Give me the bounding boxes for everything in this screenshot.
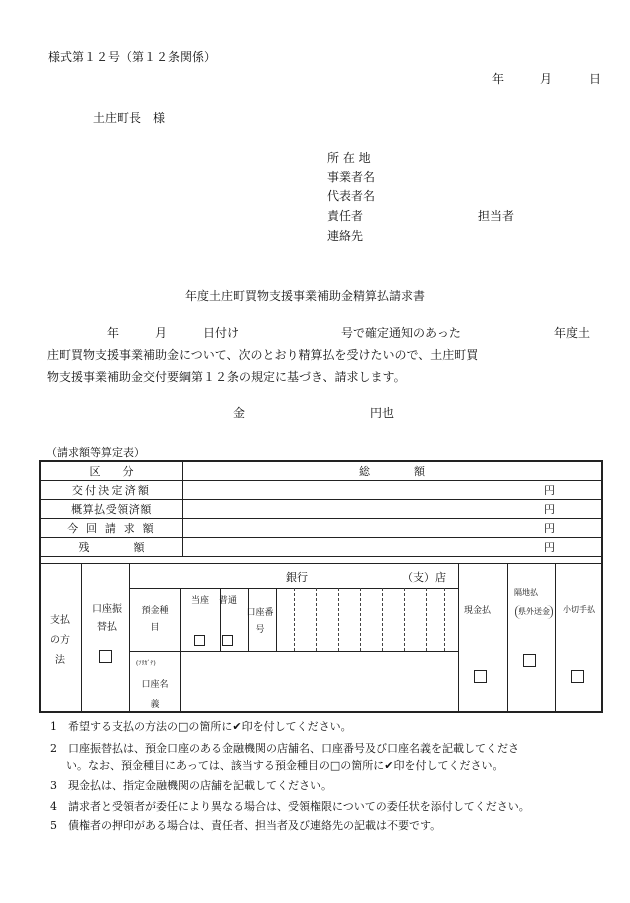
date-month-label: 月 [540, 72, 553, 86]
ordinary-account-checkbox[interactable] [222, 635, 233, 646]
account-number-label: 口座番号 [246, 608, 274, 635]
note-2: 2 口座振替払は、預金口座のある金融機関の店舗名、口座番号及び口座名義を記載してくださ [50, 742, 519, 755]
current-account-checkbox[interactable] [194, 635, 205, 646]
note-3: 3 現金払は、指定金融機関の店舗を記載してください。 [50, 779, 332, 792]
deposit-type-label: 預金種目 [141, 606, 169, 633]
body-fiscal-year: 年度土 [554, 326, 591, 340]
calc-table [40, 461, 602, 557]
account-name-label: 口座名義 [141, 680, 169, 710]
document-title: 年度土庄町買物支援事業補助金精算払請求書 [185, 289, 426, 303]
calc-table-header-row [41, 462, 602, 481]
current-account-label: 当座 [190, 596, 209, 606]
contact-label: 連絡先 [327, 229, 364, 243]
table-row [41, 500, 602, 519]
row-label: 今 回 請 求 額 [41, 519, 183, 538]
header-category: 区 分 [41, 462, 183, 481]
payment-method-section [40, 563, 602, 712]
note-5: 5 債権者の押印がある場合は、責任者、担当者及び連絡先の記載は不要です。 [50, 819, 442, 832]
furigana-label: (ﾌﾘｶﾞﾅ) [136, 660, 156, 667]
body-line-2: 庄町買物支援事業補助金について、次のとおり精算払を受けたいので、土庄町買 [47, 348, 479, 362]
representative-label: 代表者名 [327, 189, 376, 203]
transfer-label: 口座振替払 [92, 604, 122, 633]
note-1: 1 希望する支払の方法の□の箇所に✔印を付してください。 [50, 720, 352, 733]
table-row [41, 538, 602, 557]
date-year-label: 年 [492, 72, 505, 86]
cash-checkbox[interactable] [474, 670, 487, 683]
note-4: 4 請求者と受領者が委任により異なる場合は、受領権限についての委任状を添付してください。 [50, 800, 530, 813]
body-line-3: 物支援事業補助金交付要綱第１２条の規定に基づき、請求します。 [47, 370, 406, 384]
business-name-label: 事業者名 [327, 170, 376, 184]
check-checkbox[interactable] [571, 670, 584, 683]
date-day-label: 日 [589, 72, 602, 86]
remote-checkbox[interactable] [523, 654, 536, 667]
table-row [41, 519, 602, 538]
row-label: 概算払受領済額 [41, 500, 183, 519]
body-year: 年 [107, 326, 120, 340]
row-unit: 円 [183, 519, 602, 538]
remote-sub-label: 県外送金 [515, 605, 553, 619]
row-unit: 円 [183, 538, 602, 557]
contact-person-label: 担当者 [478, 209, 515, 223]
header-total: 総 額 [183, 462, 602, 481]
body-date: 日付け [203, 326, 240, 340]
amount-suffix: 円也 [370, 406, 395, 420]
form-number: 様式第１２号（第１２条関係） [48, 50, 217, 64]
calc-table-caption: （請求額等算定表） [46, 446, 145, 459]
transfer-checkbox[interactable] [99, 650, 112, 663]
cash-label: 現金払 [464, 606, 492, 616]
table-row [41, 481, 602, 500]
remote-label: 隔地払 [514, 588, 538, 597]
responsible-label: 責任者 [327, 209, 364, 223]
row-label: 交付決定済額 [41, 481, 183, 500]
branch-label: （支）店 [402, 571, 446, 584]
addressee: 土庄町長 様 [93, 111, 166, 125]
bank-label: 銀行 [286, 571, 308, 584]
address-label: 所 在 地 [327, 151, 371, 165]
ordinary-account-label: 普通 [218, 596, 237, 606]
payment-method-label: 支払の方法 [50, 615, 70, 666]
body-notice-number: 号で確定通知のあった [341, 326, 461, 340]
note-2-cont: い。なお、預金種目にあっては、該当する預金種目の□の箇所に✔印を付してください。 [66, 759, 504, 772]
row-unit: 円 [183, 481, 602, 500]
amount-prefix: 金 [233, 406, 246, 420]
row-label: 残 額 [41, 538, 183, 557]
body-month: 月 [155, 326, 168, 340]
row-unit: 円 [183, 500, 602, 519]
check-label: 小切手払 [563, 605, 595, 614]
